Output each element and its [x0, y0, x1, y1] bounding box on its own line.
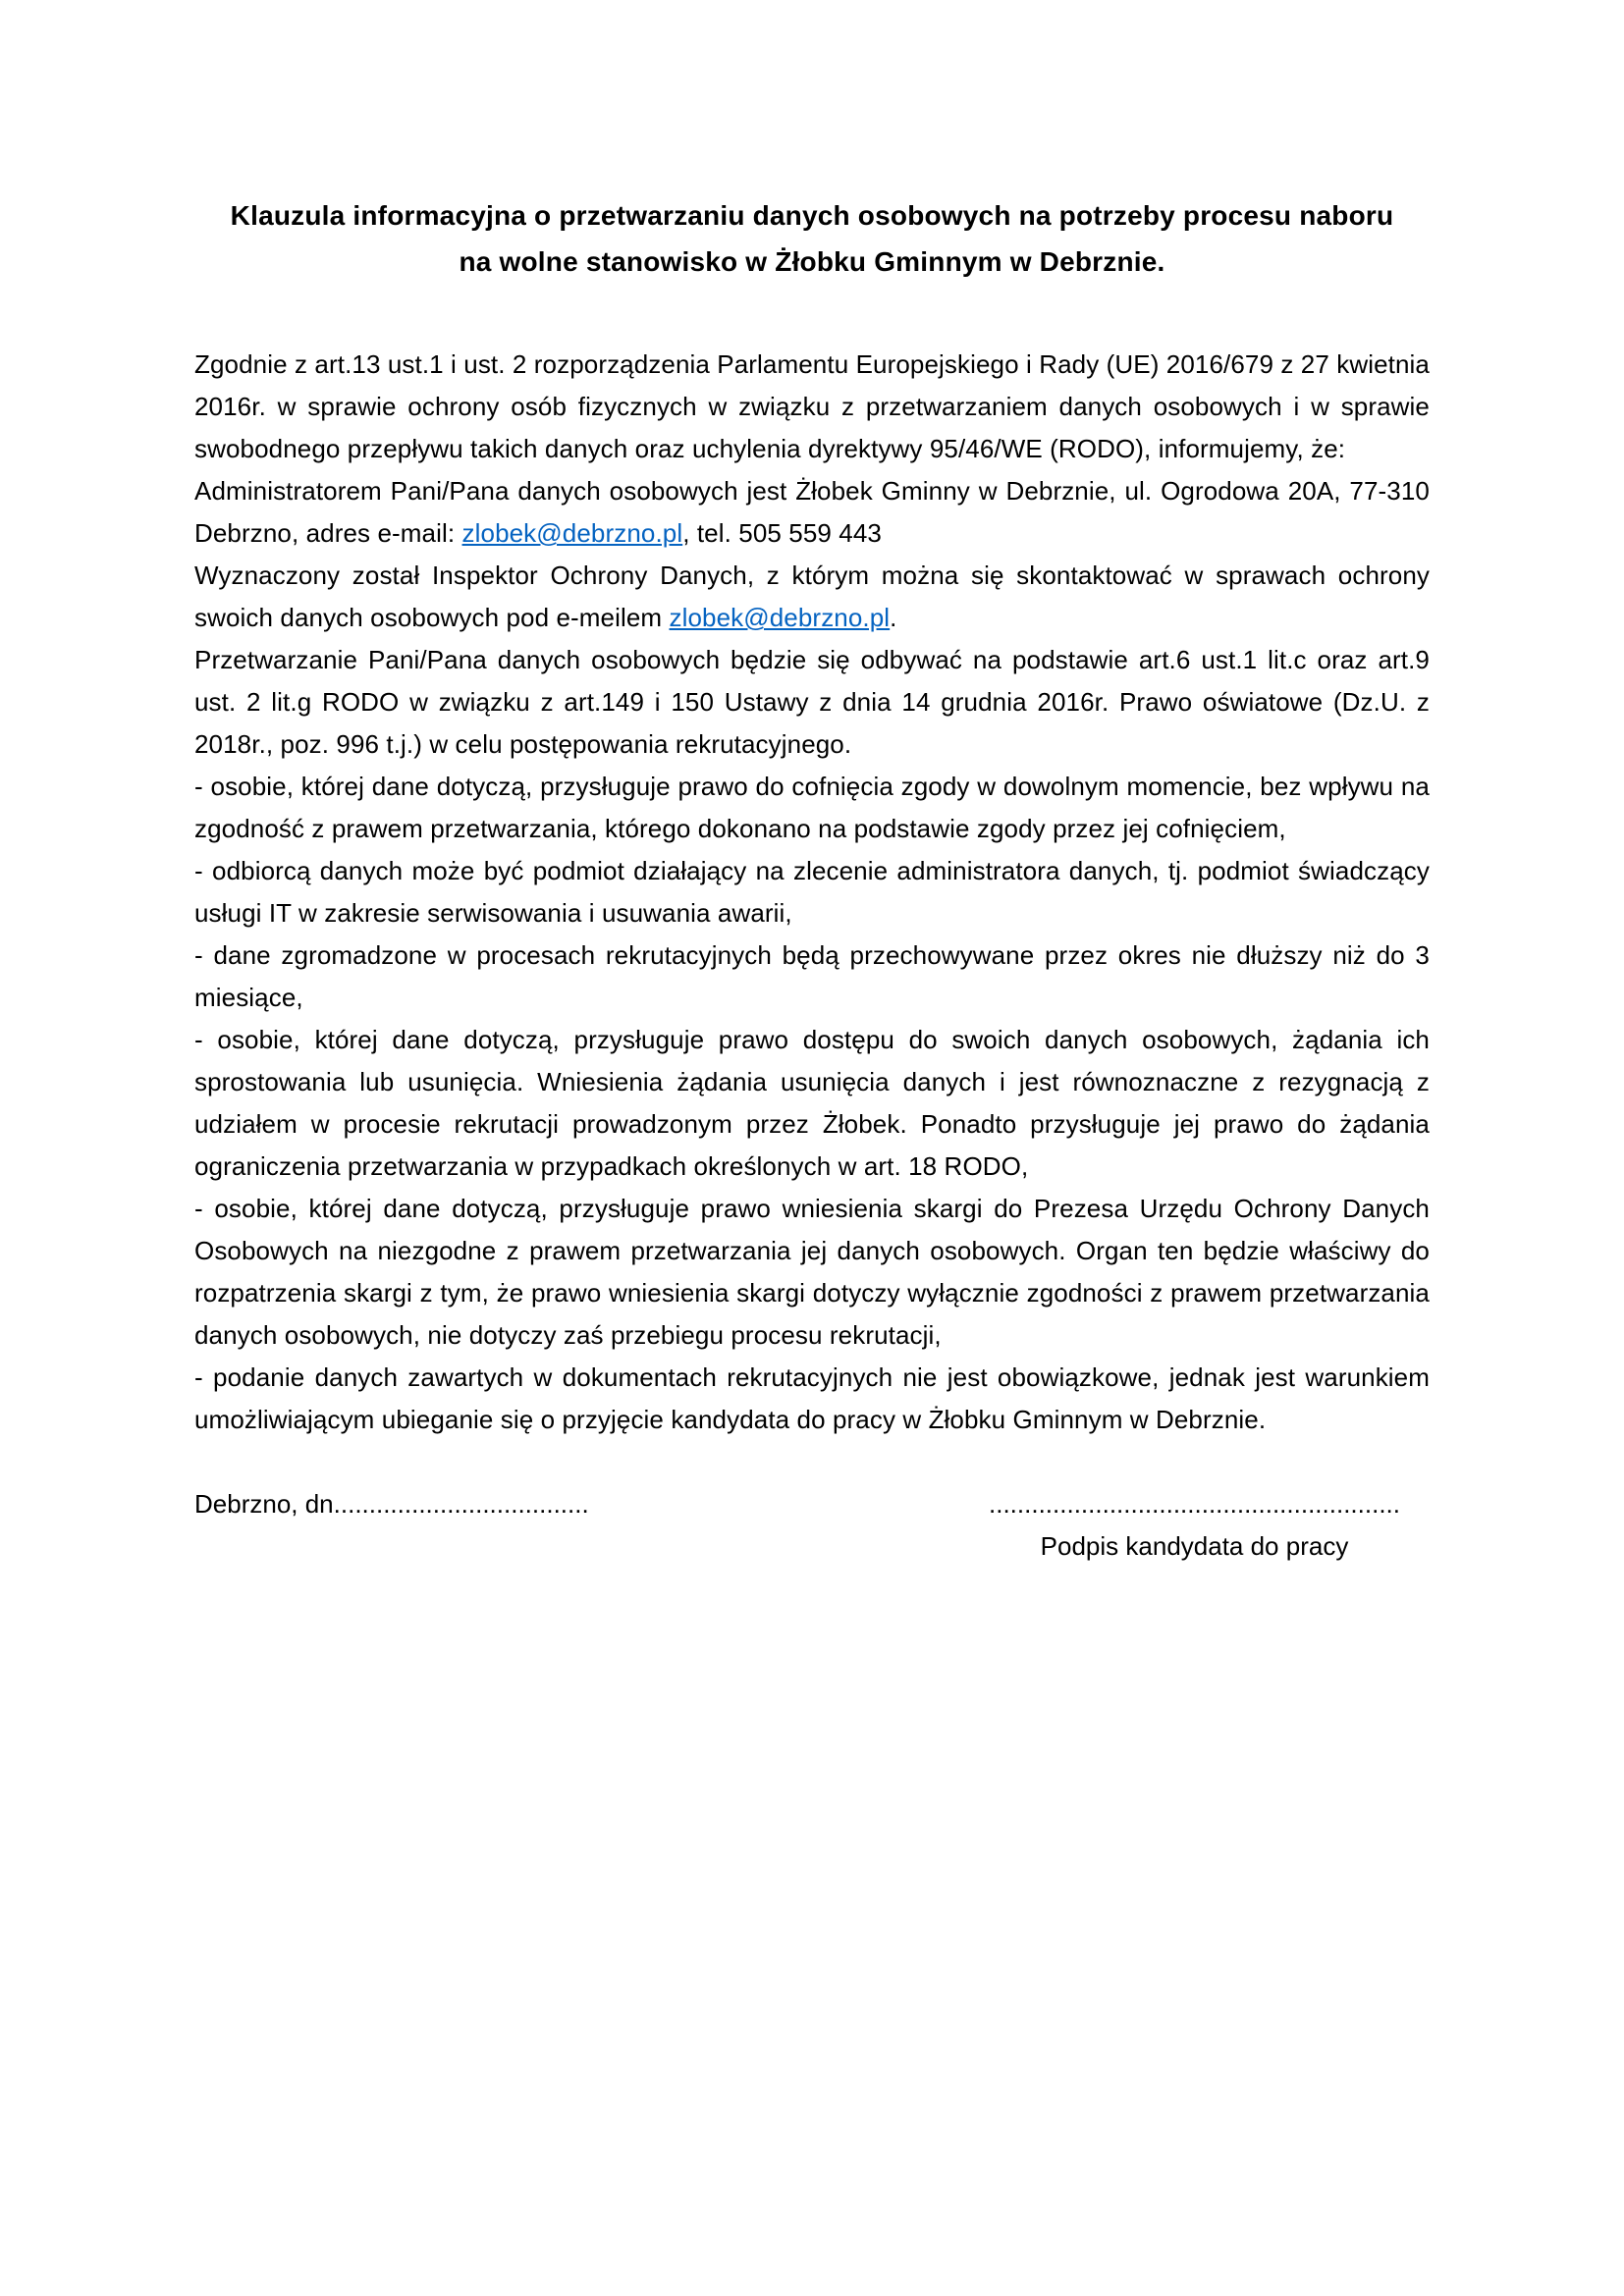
paragraph-consent-withdrawal: - osobie, której dane dotyczą, przysługuje prawo do cofnięcia zgody w dowolnym momencie, bez wpływu na zgodność z prawem przetwarzania, którego dokonano na podstawie zgody przez jej cofnięciem, [194, 772, 1430, 843]
signature-label: Podpis kandydata do pracy [1040, 1531, 1349, 1561]
dpo-email-link[interactable]: zlobek@debrzno.pl [669, 603, 891, 632]
title-line-2: na wolne stanowisko w Żłobku Gminnym w Debrznie. [459, 246, 1165, 277]
document-body [194, 344, 1430, 1441]
paragraph-complaint-right: - osobie, której dane dotyczą, przysługuje prawo wniesienia skargi do Prezesa Urzędu Ochrony Danych Osobowych na niezgodne z prawem przetwarzania jej danych osobowych. Organ ten będzie właściwy do rozpatrzenia skargi z tym, że prawo wniesienia skargi dotyczy wyłącznie zgodności z prawem przetwarzania danych osobowych, nie dotyczy zaś przebiegu procesu rekrutacji, [194, 1194, 1430, 1350]
title-line-1: Klauzula informacyjna o przetwarzaniu danych osobowych na potrzeby procesu naboru [230, 200, 1394, 231]
paragraph-legal-basis: Zgodnie z art.13 ust.1 i ust. 2 rozporządzenia Parlamentu Europejskiego i Rady (UE) 2016/679 z 27 kwietnia 2016r. w sprawie ochrony osób fizycznych w związku z przetwarzaniem danych osobowych i w sprawie swobodnego przepływu takich danych oraz uchylenia dyrektywy 95/46/WE (RODO), informujemy, że: [194, 349, 1430, 463]
document-title [194, 192, 1430, 285]
signature-dots-line: .......................................................... [989, 1489, 1400, 1519]
paragraph-retention-period: - dane zgromadzone w procesach rekrutacyjnych będą przechowywane przez okres nie dłuższy niż do 3 miesiące, [194, 940, 1430, 1012]
administrator-phone-text: , tel. 505 559 443 [682, 518, 882, 548]
paragraph-data-protection-officer [194, 555, 1430, 639]
paragraph-data-recipients: - odbiorcą danych może być podmiot działający na zlecenie administratora danych, tj. podmiot świadczący usługi IT w zakresie serwisowania i usuwania awarii, [194, 856, 1430, 928]
paragraph-voluntary-provision: - podanie danych zawartych w dokumentach rekrutacyjnych nie jest obowiązkowe, jednak jest warunkiem umożliwiającym ubieganie się o przyjęcie kandydata do pracy w Żłobku Gminnym w Debrznie. [194, 1362, 1430, 1434]
dpo-text: Wyznaczony został Inspektor Ochrony Danych, z którym można się skontaktować w sprawach ochrony swoich danych osobowych pod e-meilem [194, 561, 1430, 632]
paragraph-processing-basis: Przetwarzanie Pani/Pana danych osobowych będzie się odbywać na podstawie art.6 ust.1 lit.c oraz art.9 ust. 2 lit.g RODO w związku z art.149 i 150 Ustawy z dnia 14 grudnia 2016r. Prawo oświatowe (Dz.U. z 2018r., poz. 996 t.j.) w celu postępowania rekrutacyjnego. [194, 645, 1430, 759]
administrator-text: Administratorem Pani/Pana danych osobowych jest Żłobek Gminny w Debrznie, ul. Ogrodowa 20A, 77-310 Debrzno, adres e-mail: [194, 476, 1430, 548]
dpo-text-end: . [890, 603, 897, 632]
paragraph-administrator [194, 470, 1430, 555]
administrator-email-link[interactable]: zlobek@debrzno.pl [461, 518, 683, 548]
signature-block [989, 1483, 1400, 1568]
signature-section [194, 1483, 1430, 1568]
paragraph-access-rights: - osobie, której dane dotyczą, przysługuje prawo dostępu do swoich danych osobowych, żądania ich sprostowania lub usunięcia. Wniesienia żądania usunięcia danych i jest równoznaczne z rezygnacją z udziałem w procesie rekrutacji prowadzonym przez Żłobek. Ponadto przysługuje jej prawo do żądania ograniczenia przetwarzania w przypadkach określonych w art. 18 RODO, [194, 1025, 1430, 1181]
place-date-line: Debrzno, dn.................................... [194, 1489, 589, 1519]
